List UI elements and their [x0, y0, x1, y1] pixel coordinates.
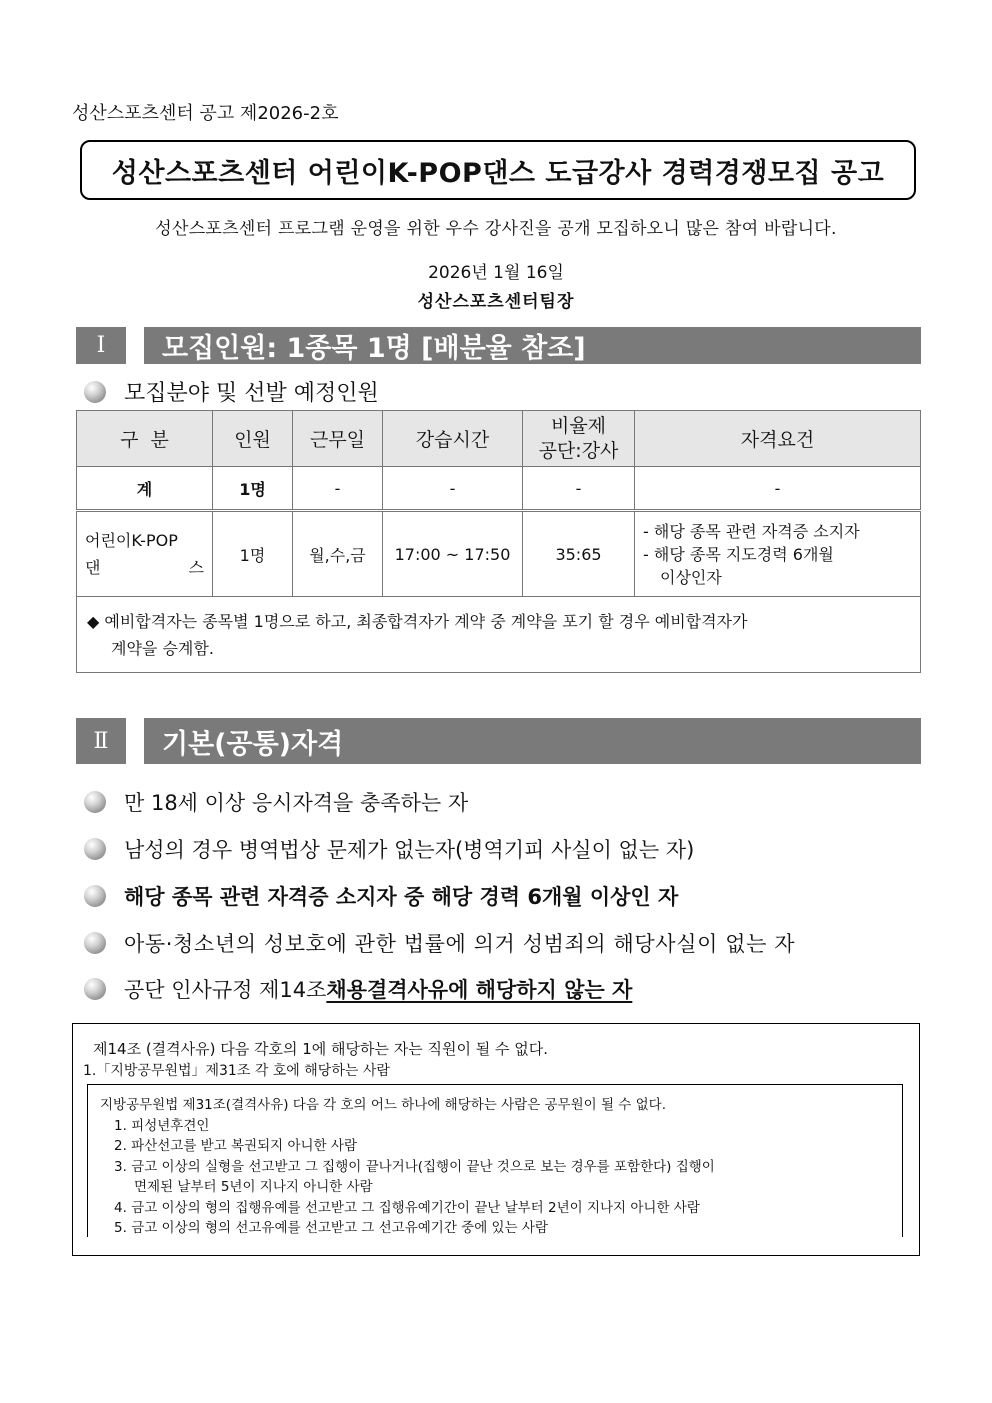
table-header-row — [77, 411, 921, 467]
signer: 성산스포츠센터팀장 — [417, 292, 575, 312]
recruit-table — [76, 410, 921, 673]
bullet-icon — [84, 381, 106, 403]
section-2-number: Ⅱ — [76, 718, 126, 764]
law-inner-box: 지방공무원법 제31조(결격사유) 다음 각 호의 어느 하나에 해당하는 사람은 공무원이 될 수 없다. 1. 피성년후견인 2. 파산선고를 받고 복권되지 아니한 사람 3. 금고 이상의 실형을 선고받고 그 집행이 끝나거나(집행이 끝난 것으로 보는 경우를 포함한다) 집행이 면제된 날부터 5년이 지나지 아니한 사람 4. 금고 이상의 형의 집행유예를 선고받고 그 집행유예기간이 끝난 날부터 2년이 지나지 아니한 사람 5. 금고 이상의 형의 선고유예를 선고받고 그 선고유예기간 중에 있는 사람 — [87, 1084, 903, 1237]
bullet-icon — [84, 932, 106, 954]
list-item: 공단 인사규정 제14조 채용결격사유에 해당하지 않는 자 — [84, 974, 632, 1004]
list-item: 해당 종목 관련 자격증 소지자 중 해당 경력 6개월 이상인 자 — [84, 881, 678, 911]
section-1-subheading: 모집분야 및 선발 예정인원 — [84, 376, 379, 407]
section-1-number: Ⅰ — [76, 327, 126, 364]
bullet-icon — [84, 885, 106, 907]
notice-date: 2026년 1월 16일 — [428, 263, 564, 283]
header-workday: 근무일 — [293, 411, 383, 467]
table-total-row: 계 1명 - - - - — [77, 467, 921, 511]
list-item: 남성의 경우 병역법상 문제가 없는자(병역기피 사실이 없는 자) — [84, 834, 694, 864]
header-count: 인원 — [213, 411, 293, 467]
header-category: 구 분 — [77, 411, 213, 467]
bullet-icon — [84, 838, 106, 860]
header-ratio: 비율제 공단:강사 — [523, 411, 635, 467]
bullet-icon — [84, 791, 106, 813]
header-qualification: 자격요건 — [635, 411, 921, 467]
law-excerpt-box — [72, 1023, 920, 1256]
program-name: 어린이K-POP 댄 스 — [77, 511, 213, 597]
table-row: 어린이K-POP 댄 스 1명 월,수,금 17:00 ~ 17:50 35:65 - 해당 종목 관련 자격증 소지자 - 해당 종목 지도경력 6개월 이상인자 — [77, 511, 921, 597]
qualification-list: - 해당 종목 관련 자격증 소지자 - 해당 종목 지도경력 6개월 이상인자 — [635, 511, 921, 597]
header-time: 강습시간 — [383, 411, 523, 467]
notice-number: 성산스포츠센터 공고 제2026-2호 — [72, 103, 339, 124]
page-title-text: 성산스포츠센터 어린이K-POP댄스 도급강사 경력경쟁모집 공고 — [111, 157, 885, 189]
page-title — [80, 140, 916, 200]
section-2-title: 기본(공통)자격 — [144, 718, 921, 764]
section-1-header — [76, 327, 921, 364]
law-title: 제14조 (결격사유) 다음 각호의 1에 해당하는 자는 직원이 될 수 없다. — [93, 1040, 549, 1058]
bullet-icon — [84, 978, 106, 1000]
list-item: 아동·청소년의 성보호에 관한 법률에 의거 성범죄의 해당사실이 없는 자 — [84, 928, 795, 958]
intro-text: 성산스포츠센터 프로그램 운영을 위한 우수 강사진을 공개 모집하오니 많은 참여 바랍니다. — [155, 219, 837, 239]
section-2-header — [76, 718, 921, 764]
section-1-title: 모집인원: 1종목 1명 [배분율 참조] — [144, 327, 921, 364]
law-subtitle: 1.「지방공무원법」제31조 각 호에 해당하는 사람 — [83, 1063, 390, 1079]
list-item: 만 18세 이상 응시자격을 충족하는 자 — [84, 787, 468, 817]
table-note-row: ◆ 예비합격자는 종목별 1명으로 하고, 최종합격자가 계약 중 계약을 포기 할 경우 예비합격자가 계약을 승계함. — [77, 597, 921, 673]
